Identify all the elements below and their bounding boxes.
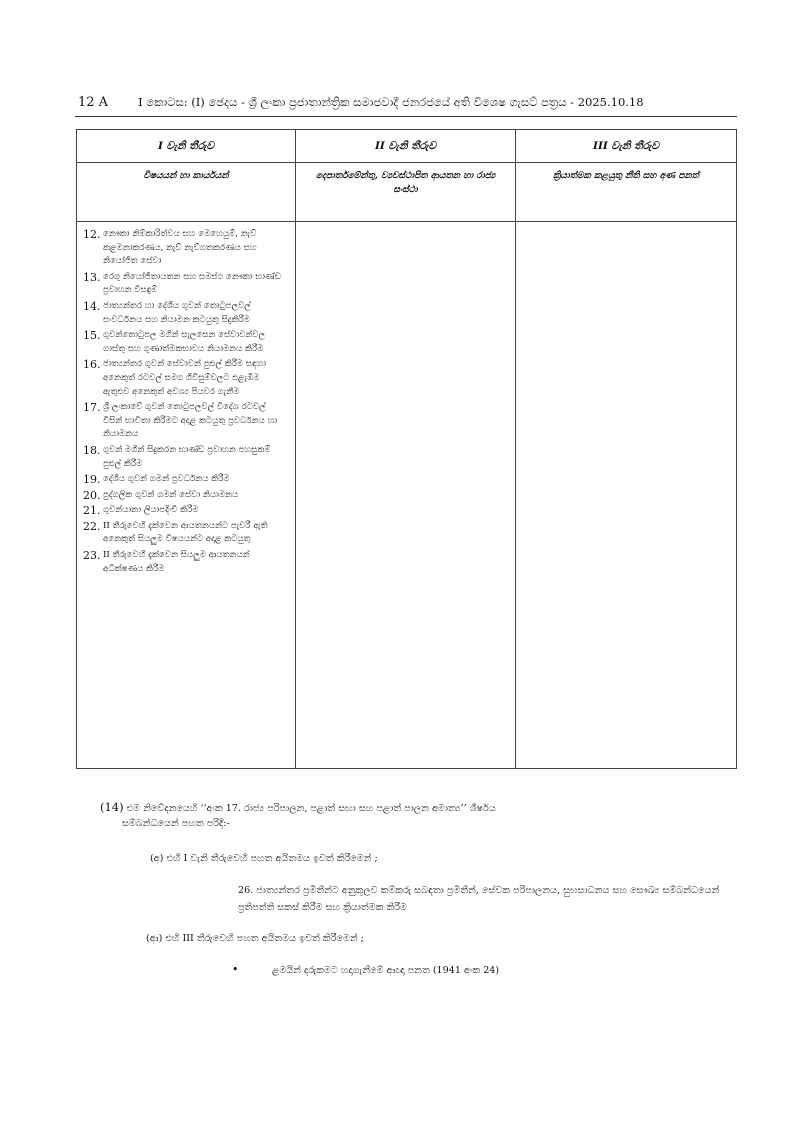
subject-item	[83, 329, 287, 356]
subject-item-text: පුද්ගලික ගුවන් ගමන් සේවා නියාමනය	[103, 489, 239, 500]
subject-item-number: 22.	[83, 519, 101, 533]
subject-item-number: 18.	[83, 443, 101, 457]
subject-item-number: 15.	[83, 329, 101, 343]
subject-item-number: 12.	[83, 228, 101, 241]
subject-item	[83, 444, 287, 471]
page-header	[78, 95, 736, 110]
gazette-title: I කොටස: (I) ඡෙදය - ශ්‍රී ලංකා ප්‍රජාතාන්ත්‍රික සමාජවාදී ජනරජයේ අති විශෙෂ ගැසට් පත්‍රය - 2025.10.18	[138, 95, 644, 109]
subject-item	[83, 271, 287, 298]
column-header-2: II වැනි තීරුව	[296, 130, 516, 163]
sub-header-institutions: දෙපාර්තමේන්තු, ව්‍යවස්ථාපිත ආයතන හා රාජ්‍ය සංස්ථා	[296, 163, 516, 222]
column-header-1: I වැනි තීරුව	[77, 130, 296, 163]
sub-header-laws: ක්‍රියාත්මක කළයුතු නීති සහ අණ පනත්	[516, 163, 737, 222]
subject-item-text: ගුවන්තොටුපල මගින් සැලසෙන සේවාවන්වල ගාස්තු සහ ගුණාත්මකභාවය නියාමනය කිරීම	[103, 330, 266, 354]
subject-item	[83, 549, 287, 576]
subject-item-text: නෞකා නිම්කාරිත්වය සහ මෙහෙයුම්, නැව් කළමනාකරණය, නැව් නැව්ගතකරණය සහ නියෝජිත සේවා	[103, 229, 257, 267]
subject-item-text: ජාත්‍යන්තර ගුවන් සේවාවන් පුළුල් කිරීම සඳහා අනෙකුත් රටවල් සමග ගිවිසුම්වලට එළැඹීම ඇතුළුව අනෙකුත් අවශ්‍ය පියවර ගැනීම	[103, 359, 266, 397]
subject-item-number: 17.	[83, 401, 101, 415]
paragraph-14-line1: එම නිවේදනයෙහි ‘‘අංක 17. රාජ්‍ය පරිපාලන, පළාත් සභා සහ පළාත් පාලන අමාත්‍ය’’ ශීර්ෂය	[126, 803, 496, 814]
subject-item-number: 16.	[83, 358, 101, 372]
page-number: 12 A	[78, 95, 109, 110]
subject-item	[83, 300, 287, 327]
subject-item-text: දේශීය ගුවන් ගමන් ප්‍රවර්ධනය කිරීම	[103, 474, 230, 485]
subject-item	[83, 520, 287, 547]
subject-item	[83, 473, 287, 487]
subject-item	[83, 358, 287, 399]
subject-item-number: 20.	[83, 488, 101, 502]
subject-item	[83, 489, 287, 503]
sub-header-subjects: විෂයයන් හා කාර්යයන්	[77, 163, 296, 222]
subjects-list	[77, 222, 295, 576]
subject-item-text: ගුවන් මගින් සිදුකරන භාණ්ඩ ප්‍රවාහන පහසුකම් පුළුල් කිරීම	[103, 444, 271, 469]
subject-item	[83, 228, 287, 269]
subject-item-number: 13.	[83, 270, 101, 284]
item-26: 26. ජාත්‍යන්තර ප්‍රමිතීන්ට අනුකූලව කම්කරු සබඳතා ප්‍රමිතීන්, සේවක පරිපාලනය, සුභසාධනය සහ සෞඛ්‍ය සම්බන්ධයෙන් ප්‍රතිපත්ති සකස් කිරීම සහ ක්‍රියාත්මක කිරීම	[238, 885, 720, 913]
column-header-3: III වැනි තීරුව	[516, 130, 737, 163]
paragraph-14-number: (14)	[100, 800, 124, 814]
subject-item-number: 14.	[83, 299, 101, 313]
paragraph-14	[100, 800, 720, 831]
bullet-mark: •	[232, 963, 239, 976]
paragraph-14-line2: සම්බන්ධයෙන් පහත පරිදි:-	[122, 818, 230, 829]
schedule-table	[76, 129, 737, 769]
subject-item	[83, 504, 287, 518]
laws-cell	[516, 222, 737, 769]
header-rule	[75, 116, 737, 117]
subject-item-text: II තීරුවෙහි දැක්වෙන සියලුම ආයතනයන් අධීක්ෂණය කිරීම	[103, 550, 250, 574]
paragraph-aa: (ආ) එහි III තීරුවෙහි පහත අයිතමය ඉවත් කිරීමෙන් ;	[146, 933, 364, 944]
institutions-cell	[296, 222, 516, 769]
bullet-item	[232, 962, 732, 978]
bullet-text: ළමයින් දරුකමට හදාගැනීමේ ආඥා පනත (1941 අංක 24)	[272, 965, 500, 976]
subject-item-text: ජාත්‍යන්තර හා දේශීය ගුවන් තොටුපලවල් සංවර්ධනය සහ නියාමන කටයුතු සිදුකිරීම	[103, 300, 251, 325]
subject-item-number: 21.	[83, 504, 101, 518]
subject-item	[83, 401, 287, 442]
subject-item-text: ශ්‍රී ලංකාවේ ගුවන් තොටුපලවල් විදේශ රටවල් විසින් භාවිතා කිරීමට අදාළ කටයුතු ප්‍රවර්ධනය හා නියාමනය	[103, 402, 278, 440]
subjects-cell	[77, 222, 296, 769]
subject-item-text: II තීරුවෙහි දැක්වෙන ආයතනයන්ට පැවරී ඇති අනෙකුත් සියලුම විෂයයන්ට අදාළ කටයුතු	[103, 520, 268, 545]
subject-item-text: රෙගු නියෝජිතායතන සහ සමස්ථ නෞකා භාණ්ඩ ප්‍රවාහන විසඳුම්	[103, 271, 281, 296]
subject-item-number: 23.	[83, 549, 101, 563]
subject-item-number: 19.	[83, 473, 101, 487]
paragraph-a: (අ) එහි I වැනි තීරුවෙහි පහත අයිතමය ඉවත් කිරීමෙන් ;	[150, 853, 378, 864]
subject-item-text: ගුවන්යානා ලියාපදිංචි කිරීම	[103, 505, 199, 516]
